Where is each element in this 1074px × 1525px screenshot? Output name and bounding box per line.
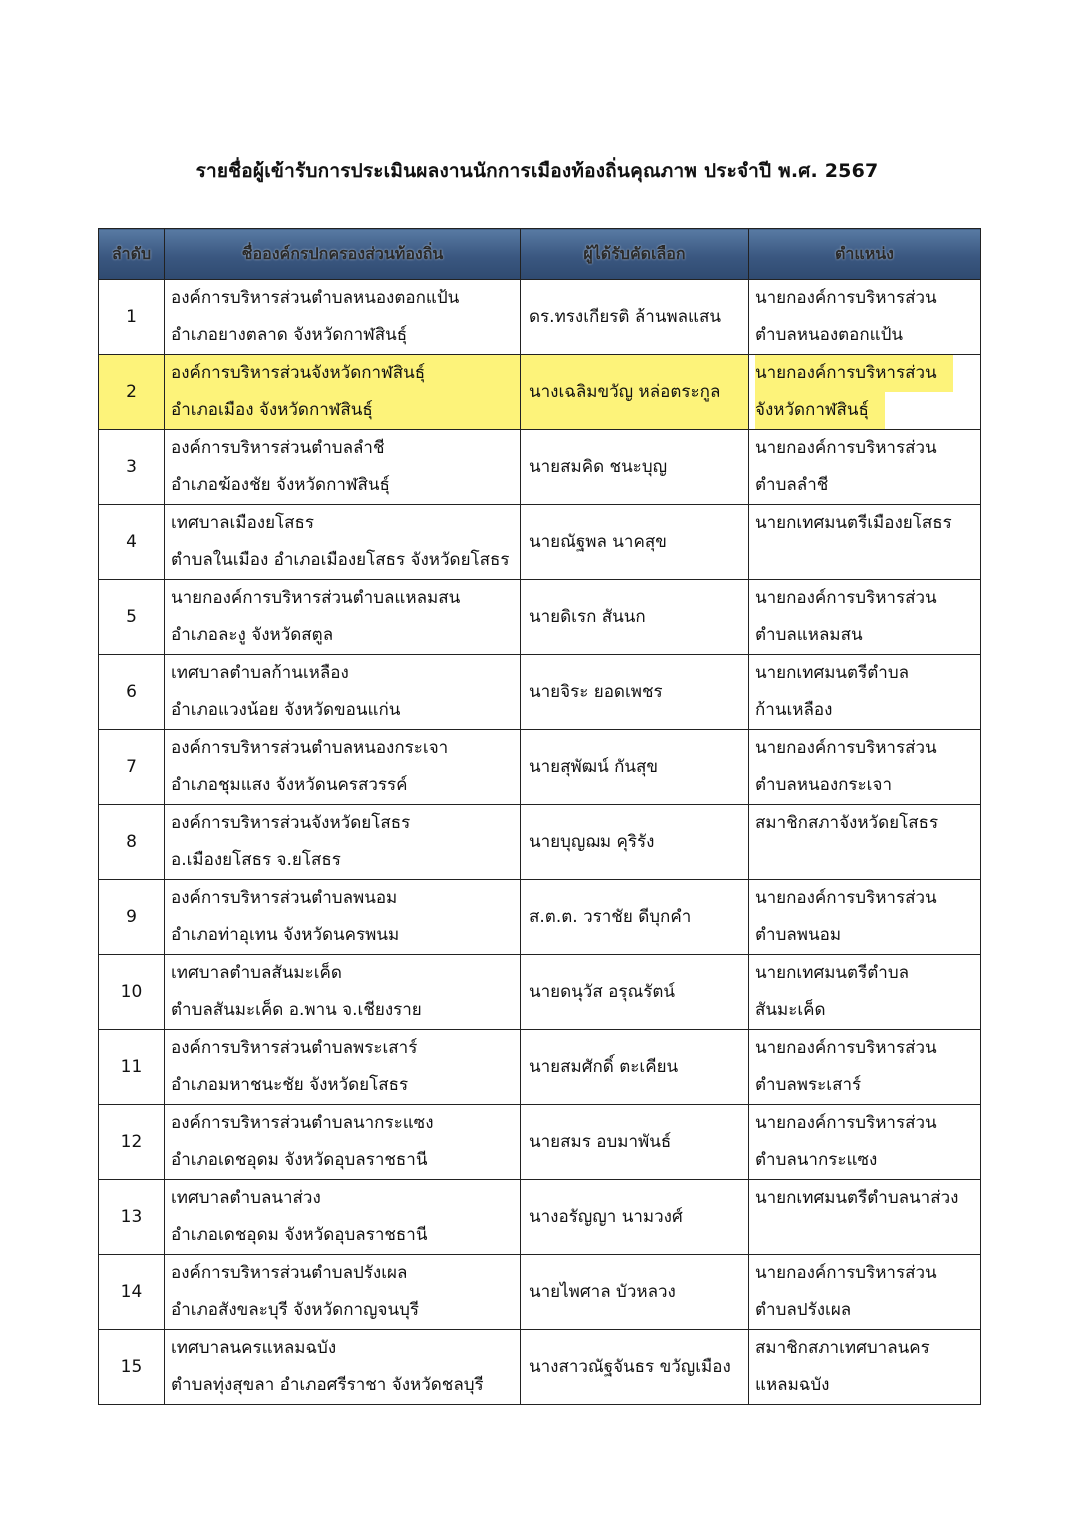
header-position: ตำแหน่ง <box>749 229 981 280</box>
selected-person-name: นางเฉลิมขวัญ หล่อตระกูล <box>521 355 749 430</box>
row-number-text: 5 <box>126 606 137 627</box>
organization-cell <box>165 805 521 880</box>
position-line-2: ตำบลหนองตอกแป้น <box>755 325 904 345</box>
selected-person-name: นายณัฐพล นาคสุข <box>521 505 749 580</box>
organization-cell <box>165 1030 521 1105</box>
row-number-text: 4 <box>126 531 137 552</box>
position-line-2: ตำบลปรังเผล <box>755 1300 852 1320</box>
row-number-text: 15 <box>120 1356 143 1377</box>
organization-location: ตำบลทุ่งสุขลา อำเภอศรีราชา จังหวัดชลบุรี <box>171 1375 484 1395</box>
row-number-text: 10 <box>120 981 143 1002</box>
position-line-2: ตำบลแหลมสน <box>755 625 863 645</box>
selected-person-name: ดร.ทรงเกียรติ ล้านพลแสน <box>521 280 749 355</box>
selected-person-name: นายสมคิด ชนะบุญ <box>521 430 749 505</box>
organization-location: อำเภอมหาชนะชัย จังหวัดยโสธร <box>171 1075 409 1095</box>
organization-cell <box>165 1255 521 1330</box>
row-number <box>99 280 165 355</box>
organization-location: อำเภอฆ้องชัย จังหวัดกาฬสินธุ์ <box>171 475 390 495</box>
position-line-2: ตำบลพระเสาร์ <box>755 1075 862 1095</box>
organization-location: อำเภอยางตลาด จังหวัดกาฬสินธุ์ <box>171 325 408 345</box>
organization-location: อำเภอท่าอุเทน จังหวัดนครพนม <box>171 925 400 945</box>
row-number <box>99 1180 165 1255</box>
position-line-2: ตำบลนากระแซง <box>755 1150 878 1170</box>
organization-location: อำเภอเดชอุดม จังหวัดอุบลราชธานี <box>171 1225 428 1245</box>
row-number-text: 8 <box>126 831 137 852</box>
row-number-text: 9 <box>126 906 137 927</box>
position-line-1: นายกเทศมนตรีตำบล <box>755 663 910 683</box>
position-cell <box>749 880 981 955</box>
position-line-2: ตำบลหนองกระเจา <box>755 775 893 795</box>
row-number <box>99 655 165 730</box>
position-line-2: จังหวัดกาฬสินธุ์ <box>755 392 885 429</box>
selected-person-name: นายไพศาล บัวหลวง <box>521 1255 749 1330</box>
table-row <box>99 505 981 580</box>
row-number <box>99 1030 165 1105</box>
organization-name: องค์การบริหารส่วนจังหวัดยโสธร <box>171 813 411 833</box>
position-cell <box>749 1105 981 1180</box>
organization-cell <box>165 580 521 655</box>
position-cell <box>749 1180 981 1255</box>
table-row <box>99 880 981 955</box>
row-number <box>99 1330 165 1405</box>
organization-name: เทศบาลตำบลนาส่วง <box>171 1188 321 1208</box>
organization-name: เทศบาลตำบลสันมะเค็ด <box>171 963 342 983</box>
position-cell <box>749 1330 981 1405</box>
organization-location: อำเภอชุมแสง จังหวัดนครสวรรค์ <box>171 775 408 795</box>
position-line-1: นายกองค์การบริหารส่วน <box>755 1113 937 1133</box>
position-cell <box>749 655 981 730</box>
organization-cell <box>165 355 521 430</box>
row-number <box>99 580 165 655</box>
organization-cell <box>165 1180 521 1255</box>
row-number <box>99 1105 165 1180</box>
organization-name: นายกองค์การบริหารส่วนตำบลแหลมสน <box>171 588 461 608</box>
organization-name: องค์การบริหารส่วนตำบลหนองกระเจา <box>171 738 449 758</box>
organization-cell <box>165 655 521 730</box>
row-number-text: 3 <box>126 456 137 477</box>
position-cell <box>749 430 981 505</box>
selected-person-name: นายดนุวัส อรุณรัตน์ <box>521 955 749 1030</box>
table-row <box>99 280 981 355</box>
position-cell <box>749 280 981 355</box>
organization-name: เทศบาลเมืองยโสธร <box>171 513 315 533</box>
table-row <box>99 1105 981 1180</box>
row-number-text: 11 <box>120 1056 143 1077</box>
table-header-row <box>99 229 981 280</box>
organization-location: อำเภอละงู จังหวัดสตูล <box>171 625 334 645</box>
selected-person-name: ส.ต.ต. วราชัย ดีบุกคำ <box>521 880 749 955</box>
organization-cell <box>165 880 521 955</box>
organization-cell <box>165 280 521 355</box>
table-row <box>99 730 981 805</box>
organization-name: องค์การบริหารส่วนตำบลหนองตอกแป้น <box>171 288 460 308</box>
organization-location: ตำบลสันมะเค็ด อ.พาน จ.เชียงราย <box>171 1000 422 1020</box>
position-line-1: นายกองค์การบริหารส่วน <box>755 738 937 758</box>
table-row <box>99 1030 981 1105</box>
header-no: ลำดับ <box>99 229 165 280</box>
organization-name: องค์การบริหารส่วนตำบลปรังเผล <box>171 1263 408 1283</box>
row-number <box>99 355 165 430</box>
table-row <box>99 580 981 655</box>
position-line-2: สันมะเค็ด <box>755 1000 826 1020</box>
organization-name: เทศบาลนครแหลมฉบัง <box>171 1338 337 1358</box>
position-line-1: นายกองค์การบริหารส่วน <box>755 588 937 608</box>
row-number <box>99 730 165 805</box>
organization-location: อำเภอเมือง จังหวัดกาฬสินธุ์ <box>171 400 373 420</box>
selected-person-name: นายบุญฌม คุริรัง <box>521 805 749 880</box>
organization-location: อำเภอแวงน้อย จังหวัดขอนแก่น <box>171 700 401 720</box>
selected-person-name: นางสาวณัฐจันธร ขวัญเมือง <box>521 1330 749 1405</box>
header-organization: ชื่อองค์กรปกครองส่วนท้องถิ่น <box>165 229 521 280</box>
position-cell <box>749 355 981 430</box>
position-line-1: สมาชิกสภาเทศบาลนคร <box>755 1338 930 1358</box>
table-row <box>99 1255 981 1330</box>
table-row <box>99 1330 981 1405</box>
organization-location: ตำบลในเมือง อำเภอเมืองยโสธร จังหวัดยโสธร <box>171 550 510 570</box>
organization-cell <box>165 730 521 805</box>
position-line-1: นายกองค์การบริหารส่วน <box>755 355 953 392</box>
row-number-text: 14 <box>120 1281 143 1302</box>
row-number <box>99 880 165 955</box>
table-row <box>99 355 981 430</box>
organization-name: องค์การบริหารส่วนตำบลนากระแซง <box>171 1113 434 1133</box>
organization-cell <box>165 505 521 580</box>
row-number-text: 6 <box>126 681 137 702</box>
organization-name: องค์การบริหารส่วนตำบลลำชี <box>171 438 385 458</box>
table-row <box>99 805 981 880</box>
organization-cell <box>165 1330 521 1405</box>
organization-location: อำเภอสังขละบุรี จังหวัดกาญจนบุรี <box>171 1300 420 1320</box>
selected-person-name: นายสุพัฒน์ กันสุข <box>521 730 749 805</box>
selected-person-name: นายสมร อบมาพันธ์ <box>521 1105 749 1180</box>
position-line-1: นายกองค์การบริหารส่วน <box>755 1263 937 1283</box>
selected-person-name: นายดิเรก สันนก <box>521 580 749 655</box>
organization-cell <box>165 955 521 1030</box>
row-number <box>99 1255 165 1330</box>
position-cell <box>749 730 981 805</box>
row-number-text: 7 <box>126 756 137 777</box>
position-line-1: นายกเทศมนตรีเมืองยโสธร <box>755 513 952 533</box>
organization-name: เทศบาลตำบลก้านเหลือง <box>171 663 349 683</box>
position-line-1: นายกเทศมนตรีตำบลนาส่วง <box>755 1188 959 1208</box>
table-body <box>99 280 981 1405</box>
position-line-2: ตำบลลำชี <box>755 475 829 495</box>
row-number <box>99 505 165 580</box>
position-cell <box>749 580 981 655</box>
organization-cell <box>165 430 521 505</box>
row-number-text: 12 <box>120 1131 143 1152</box>
organization-name: องค์การบริหารส่วนจังหวัดกาฬสินธุ์ <box>171 363 426 383</box>
header-selected-person: ผู้ได้รับคัดเลือก <box>521 229 749 280</box>
position-line-2: ก้านเหลือง <box>755 700 833 720</box>
position-cell <box>749 505 981 580</box>
selected-person-name: นางอรัญญา นามวงศ์ <box>521 1180 749 1255</box>
organization-location: อ.เมืองยโสธร จ.ยโสธร <box>171 850 341 870</box>
position-line-1: นายกองค์การบริหารส่วน <box>755 288 937 308</box>
row-number <box>99 430 165 505</box>
row-number <box>99 805 165 880</box>
table-row <box>99 655 981 730</box>
row-number-text: 13 <box>120 1206 143 1227</box>
organization-name: องค์การบริหารส่วนตำบลพนอม <box>171 888 398 908</box>
row-number <box>99 955 165 1030</box>
selected-person-name: นายจิระ ยอดเพชร <box>521 655 749 730</box>
position-line-1: นายกองค์การบริหารส่วน <box>755 438 937 458</box>
position-cell <box>749 955 981 1030</box>
position-cell <box>749 805 981 880</box>
position-cell <box>749 1255 981 1330</box>
position-cell <box>749 1030 981 1105</box>
row-number-text: 2 <box>126 381 137 402</box>
table-row <box>99 430 981 505</box>
position-line-1: สมาชิกสภาจังหวัดยโสธร <box>755 813 939 833</box>
position-line-1: นายกองค์การบริหารส่วน <box>755 1038 937 1058</box>
table-row <box>99 1180 981 1255</box>
selected-person-name: นายสมศักดิ์ ตะเคียน <box>521 1030 749 1105</box>
table-row <box>99 955 981 1030</box>
position-line-1: นายกองค์การบริหารส่วน <box>755 888 937 908</box>
document-title: รายชื่อผู้เข้ารับการประเมินผลงานนักการเมืองท้องถิ่นคุณภาพ ประจำปี พ.ศ. 2567 <box>195 160 879 182</box>
position-line-2: แหลมฉบัง <box>755 1375 830 1395</box>
row-number-text: 1 <box>126 306 137 327</box>
candidate-table <box>98 228 981 1405</box>
organization-name: องค์การบริหารส่วนตำบลพระเสาร์ <box>171 1038 418 1058</box>
position-line-2: ตำบลพนอม <box>755 925 842 945</box>
organization-location: อำเภอเดชอุดม จังหวัดอุบลราชธานี <box>171 1150 428 1170</box>
organization-cell <box>165 1105 521 1180</box>
position-line-1: นายกเทศมนตรีตำบล <box>755 963 910 983</box>
